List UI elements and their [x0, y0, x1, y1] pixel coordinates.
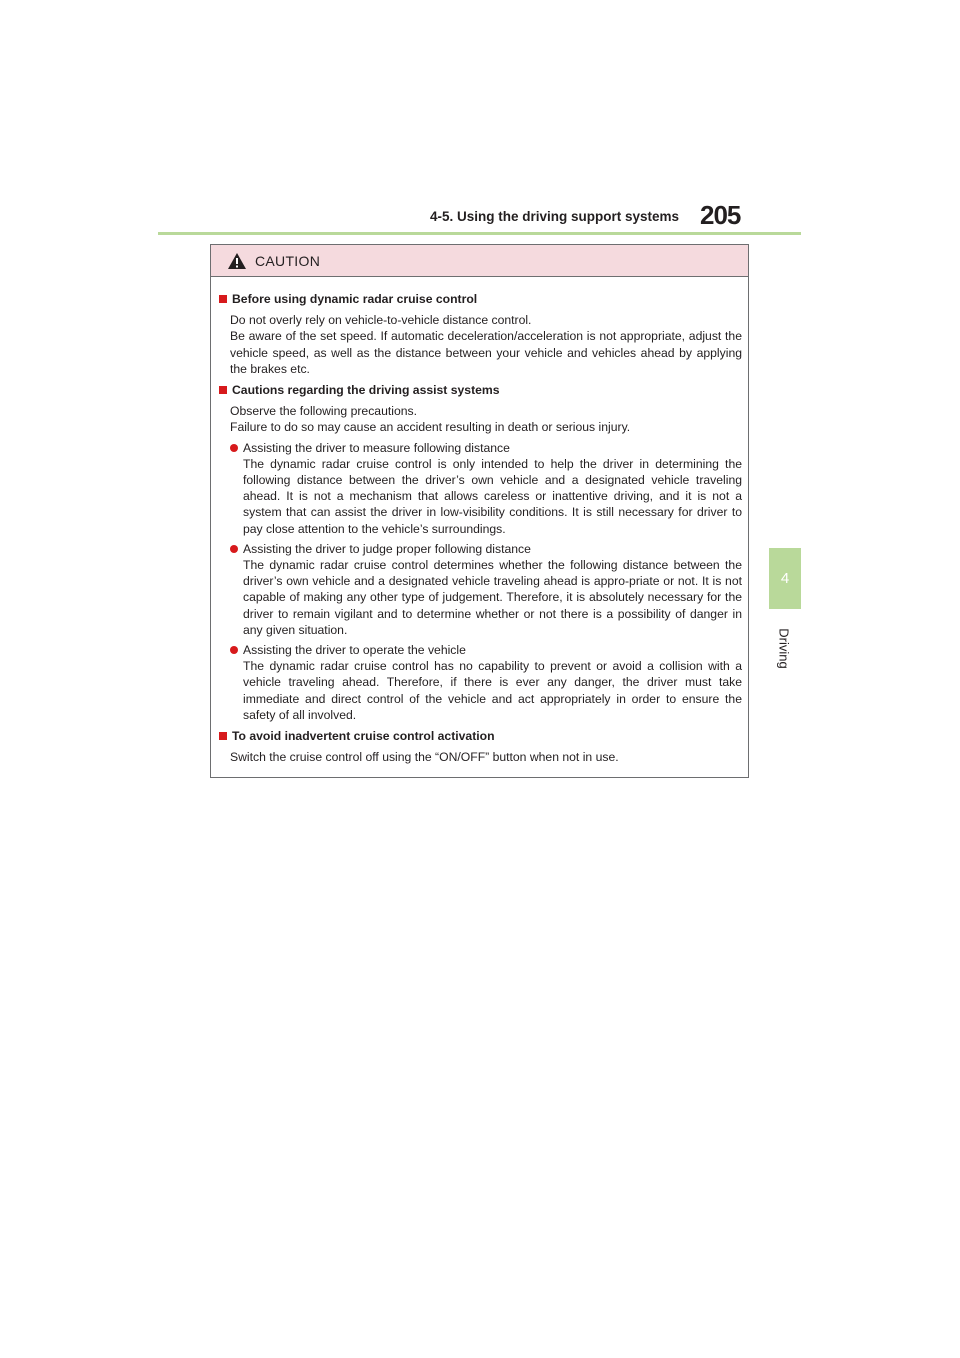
warning-triangle-icon [227, 252, 247, 270]
section-heading: Before using dynamic radar cruise control [217, 291, 742, 307]
paragraph: Be aware of the set speed. If automatic deceleration/acceleration is not appropriate, adjust the vehicle speed, as well as the distance between your vehicle and vehicles ahead by applying the brakes etc. [230, 329, 742, 376]
caution-body [211, 277, 748, 765]
list-item-body: The dynamic radar cruise control is only intended to help the driver in determining the following distance between the driver’s own vehicle and a designated vehicle traveling ahead. It is not a mechanism that allows careless or inattentive driving, and it is not a system that can assist the driver in low-visibility conditions. It is still necessary for driver to pay close attention to the vehicle’s surroundings. [243, 456, 742, 536]
caution-box [210, 244, 749, 778]
square-bullet-icon [219, 295, 227, 303]
caution-title: CAUTION [255, 252, 321, 269]
paragraph: Observe the following precautions. [230, 404, 417, 419]
page-number: 205 [700, 200, 741, 230]
paragraph: Switch the cruise control off using the “ON/OFF” button when not in use. [230, 750, 619, 765]
chapter-tab-label [766, 618, 802, 678]
list-item-title: Assisting the driver to judge proper following distance [243, 541, 531, 556]
list-item [217, 642, 742, 723]
caution-header [211, 245, 748, 277]
header-rule [158, 232, 801, 235]
list-item-body: The dynamic radar cruise control has no capability to prevent or avoid a collision with a vehicle traveling ahead. Therefore, if there is ever any danger, the driver must take immediate and direct control of the vehicle and act appropriately in order to ensure the safety of all involved. [243, 659, 742, 722]
section-heading: Cautions regarding the driving assist systems [217, 382, 742, 398]
square-bullet-icon [219, 386, 227, 394]
paragraph: Do not overly rely on vehicle-to-vehicle distance control. [230, 313, 532, 328]
round-bullet-icon [230, 646, 238, 654]
paragraph: Failure to do so may cause an accident resulting in death or serious injury. [230, 420, 631, 435]
chapter-tab-number: 4 [769, 548, 801, 609]
square-bullet-icon [219, 732, 227, 740]
section-title: 4-5. Using the driving support systems [430, 209, 680, 224]
chapter-tab-label-text: Driving [776, 627, 792, 669]
section-heading: To avoid inadvertent cruise control activation [217, 728, 742, 744]
list-item-title: Assisting the driver to measure following distance [243, 440, 510, 455]
list-item [217, 541, 742, 638]
list-item-title: Assisting the driver to operate the vehicle [243, 643, 466, 658]
list-item [217, 440, 742, 537]
round-bullet-icon [230, 545, 238, 553]
list-item-body: The dynamic radar cruise control determines whether the following distance between the driver’s own vehicle and a designated vehicle traveling ahead is appro-priate or not. It is not capable of making any other type of judgement. Therefore, it is absolutely necessary for the driver to remain vigilant and to determine whether or not there is a possibility of danger in any given situation. [243, 558, 742, 637]
round-bullet-icon [230, 444, 238, 452]
